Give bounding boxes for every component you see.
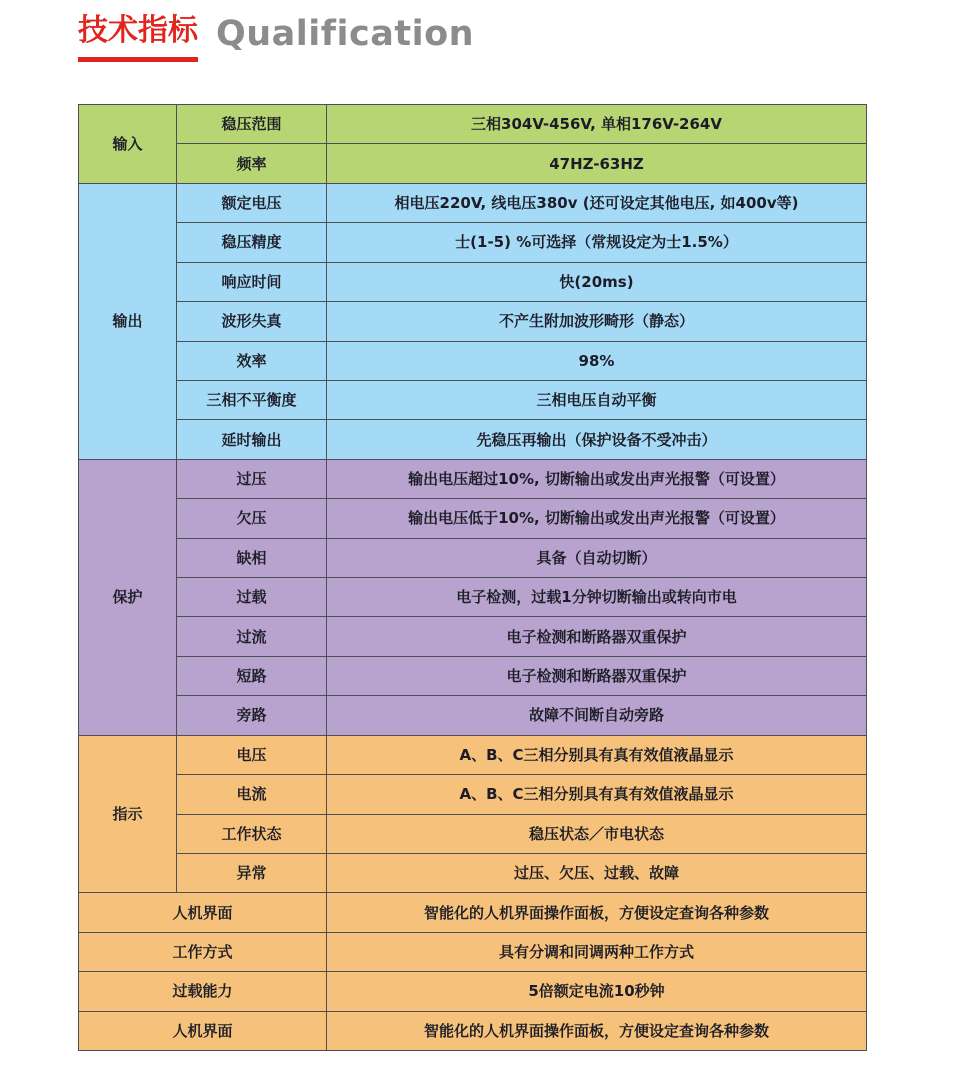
page-title: 技术指标 <box>78 12 198 62</box>
param-cell-protection-5: 短路 <box>177 657 327 696</box>
footer-param-cell-1: 工作方式 <box>79 933 327 972</box>
value-cell-output-0: 相电压220V, 线电压380v (还可设定其他电压, 如400v等) <box>327 184 867 223</box>
value-cell-input-1: 47HZ-63HZ <box>327 144 867 183</box>
param-cell-protection-6: 旁路 <box>177 696 327 735</box>
footer-value-cell-0: 智能化的人机界面操作面板，方便设定查询各种参数 <box>327 893 867 932</box>
value-cell-protection-3: 电子检测，过载1分钟切断输出或转向市电 <box>327 578 867 617</box>
page-subtitle: Qualification <box>216 14 475 54</box>
page-header <box>78 12 474 62</box>
footer-param-cell-0: 人机界面 <box>79 893 327 932</box>
value-cell-output-3: 不产生附加波形畸形（静态） <box>327 302 867 341</box>
param-cell-input-0: 稳压范围 <box>177 105 327 144</box>
param-cell-protection-1: 欠压 <box>177 499 327 538</box>
param-cell-output-0: 额定电压 <box>177 184 327 223</box>
value-cell-output-1: 士(1-5) %可选择（常规设定为士1.5%） <box>327 223 867 262</box>
value-cell-protection-4: 电子检测和断路器双重保护 <box>327 617 867 656</box>
param-cell-protection-4: 过流 <box>177 617 327 656</box>
param-cell-indication-1: 电流 <box>177 775 327 814</box>
group-cell-indication: 指示 <box>79 736 177 894</box>
value-cell-output-5: 三相电压自动平衡 <box>327 381 867 420</box>
param-cell-output-1: 稳压精度 <box>177 223 327 262</box>
value-cell-indication-0: A、B、C三相分别具有真有效值液晶显示 <box>327 736 867 775</box>
footer-value-cell-3: 智能化的人机界面操作面板，方便设定查询各种参数 <box>327 1012 867 1051</box>
footer-param-cell-3: 人机界面 <box>79 1012 327 1051</box>
param-cell-output-2: 响应时间 <box>177 263 327 302</box>
group-cell-output: 输出 <box>79 184 177 460</box>
group-cell-protection: 保护 <box>79 460 177 736</box>
value-cell-protection-0: 输出电压超过10%, 切断输出或发出声光报警（可设置） <box>327 460 867 499</box>
value-cell-output-6: 先稳压再输出（保护设备不受冲击） <box>327 420 867 459</box>
value-cell-indication-1: A、B、C三相分别具有真有效值液晶显示 <box>327 775 867 814</box>
param-cell-input-1: 频率 <box>177 144 327 183</box>
value-cell-protection-5: 电子检测和断路器双重保护 <box>327 657 867 696</box>
value-cell-protection-2: 具备（自动切断） <box>327 539 867 578</box>
param-cell-output-5: 三相不平衡度 <box>177 381 327 420</box>
spec-table <box>78 104 867 1051</box>
param-cell-output-3: 波形失真 <box>177 302 327 341</box>
footer-param-cell-2: 过载能力 <box>79 972 327 1011</box>
param-cell-protection-2: 缺相 <box>177 539 327 578</box>
param-cell-indication-0: 电压 <box>177 736 327 775</box>
value-cell-protection-1: 输出电压低于10%, 切断输出或发出声光报警（可设置） <box>327 499 867 538</box>
value-cell-indication-2: 稳压状态／市电状态 <box>327 815 867 854</box>
param-cell-output-4: 效率 <box>177 342 327 381</box>
param-cell-protection-0: 过压 <box>177 460 327 499</box>
value-cell-input-0: 三相304V-456V, 单相176V-264V <box>327 105 867 144</box>
footer-value-cell-2: 5倍额定电流10秒钟 <box>327 972 867 1011</box>
footer-value-cell-1: 具有分调和同调两种工作方式 <box>327 933 867 972</box>
value-cell-output-4: 98% <box>327 342 867 381</box>
param-cell-protection-3: 过载 <box>177 578 327 617</box>
value-cell-output-2: 快(20ms) <box>327 263 867 302</box>
param-cell-indication-2: 工作状态 <box>177 815 327 854</box>
value-cell-indication-3: 过压、欠压、过载、故障 <box>327 854 867 893</box>
param-cell-indication-3: 异常 <box>177 854 327 893</box>
param-cell-output-6: 延时输出 <box>177 420 327 459</box>
value-cell-protection-6: 故障不间断自动旁路 <box>327 696 867 735</box>
group-cell-input: 输入 <box>79 105 177 184</box>
